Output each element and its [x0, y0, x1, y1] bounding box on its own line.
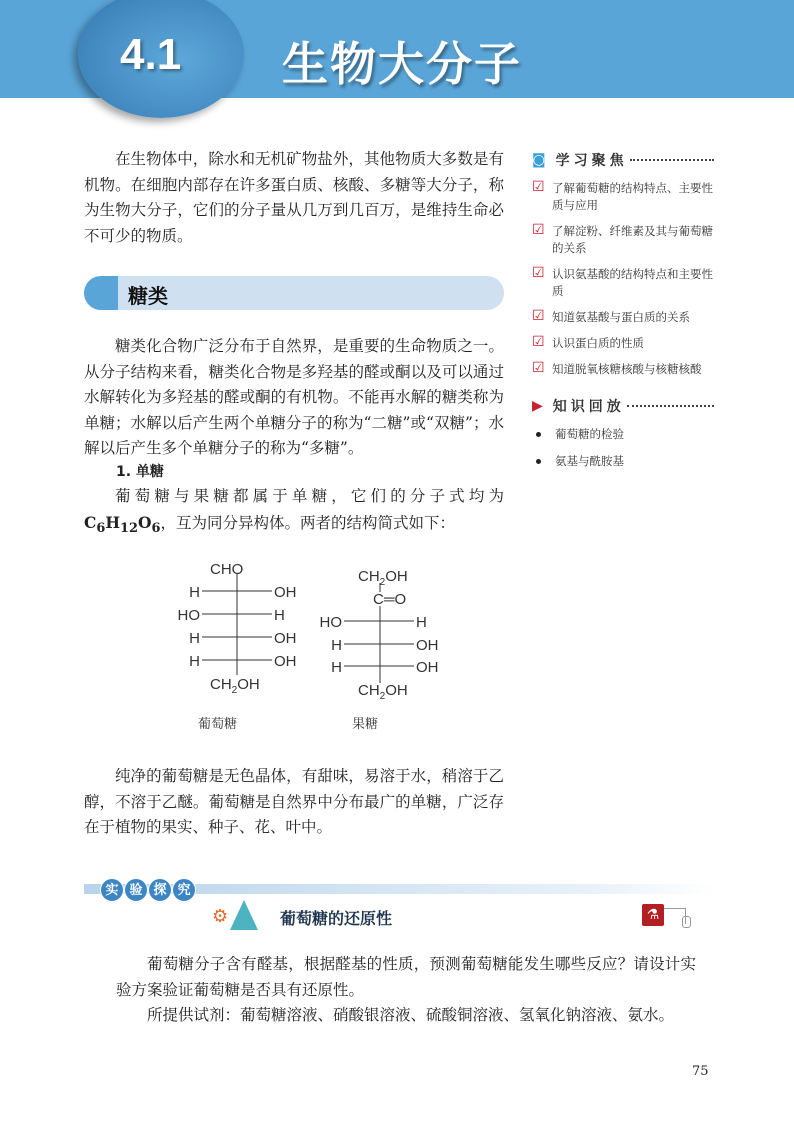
- checkbox-icon: ☑: [532, 334, 545, 350]
- bullet-icon: [536, 459, 541, 464]
- bullet-icon: [536, 432, 541, 437]
- svg-text:H: H: [416, 614, 427, 631]
- molecular-formula: $C_6H_{12}O_6$: [84, 512, 161, 536]
- checkbox-icon: ☑: [532, 179, 545, 195]
- svg-text:HO: HO: [319, 614, 342, 631]
- focus-item: ☑ 知道脱氧核糖核酸与核糖核酸: [532, 360, 702, 376]
- subsection-title: 1. 单糖: [116, 464, 164, 480]
- svg-text:HO: HO: [177, 607, 200, 624]
- svg-text:H: H: [189, 630, 200, 647]
- checkbox-icon: ☑: [532, 265, 545, 281]
- monosaccharide-paragraph: 葡萄糖与果糖都属于单糖，它们的分子式均为$C_6H_{12}O_6$，互为同分异构体。两者的结构简式如下：: [84, 487, 504, 536]
- section-title: 糖类: [128, 284, 168, 308]
- glucose-properties-paragraph: 纯净的葡萄糖是无色晶体，有甜味，易溶于水，稍溶于乙醇，不溶于乙醚。葡萄糖是自然界中分布最广的单糖，广泛存在于植物的果实、种子、花、叶中。: [84, 767, 504, 836]
- chapter-number: 4.1: [120, 30, 182, 79]
- experiment-text: 葡萄糖分子含有醛基，根据醛基的性质，预测葡萄糖能发生哪些反应？请设计实验方案验证葡萄糖是否具有还原性。: [116, 955, 696, 999]
- focus-item: ☑ 认识氨基酸的结构特点和主要性质: [532, 265, 713, 298]
- svg-text:CHO: CHO: [210, 561, 244, 578]
- svg-text:CH2OH: $CH_2OH$: [358, 682, 408, 702]
- page-number: 75: [692, 1064, 709, 1079]
- focus-item: ☑ 了解葡萄糖的结构特点、主要性质与应用: [532, 179, 713, 212]
- section-heading: [84, 276, 504, 310]
- svg-text:H: H: [189, 584, 200, 601]
- svg-text:果糖: 果糖: [352, 717, 379, 732]
- lab-flask-icon: ⚗: [642, 904, 664, 926]
- svg-text:H: H: [331, 637, 342, 654]
- focus-icon: ◙: [532, 152, 550, 168]
- structure-formulas: [160, 550, 440, 740]
- review-item: 葡萄糖的检验: [532, 426, 714, 443]
- mouse-icon: [682, 916, 691, 928]
- svg-text:CH2OH: $CH_2OH$: [210, 676, 260, 696]
- svg-text:H: H: [331, 659, 342, 676]
- experiment-title: 葡萄糖的还原性: [280, 909, 393, 928]
- review-item: 氨基与酰胺基: [532, 453, 714, 470]
- gear-icon: ⚙: [212, 906, 229, 927]
- experiment-reagents: 所提供试剂：葡萄糖溶液、硝酸银溶液、硫酸铜溶液、氢氧化钠溶液、氨水。: [147, 1006, 675, 1024]
- glucose-structure: [178, 561, 297, 732]
- svg-text:H: H: [274, 607, 285, 624]
- svg-text:OH: OH: [274, 653, 297, 670]
- chapter-title: 生物大分子: [282, 37, 522, 91]
- svg-text:OH: OH: [416, 659, 439, 676]
- svg-text:CH2OH: $CH_2OH$: [358, 568, 408, 588]
- svg-text:OH: OH: [416, 637, 439, 654]
- checkbox-icon: ☑: [532, 222, 545, 238]
- svg-text:葡萄糖: 葡萄糖: [198, 717, 238, 732]
- learning-focus-panel: ◙ 学习聚焦 ☑ 了解葡萄糖的结构特点、主要性质与应用 ☑ 了解淀粉、纤维素及其与葡萄糖的关系 ☑ 认识氨基酸的结构特点和主要性质 ☑ 知道氨基酸与蛋白质的关系 ☑ 认识蛋白质的性质 ☑ 知道脱氧核糖核酸与核糖核酸 ▶ 知识回放 葡萄糖的检验 氨基与酰胺基: [532, 152, 713, 468]
- checkbox-icon: ☑: [532, 360, 545, 376]
- experiment-box-header: 实 验 探 究 ⚙ 葡萄糖的还原性 ⚗: [84, 878, 714, 938]
- intro-paragraph: 在生物体中，除水和无机矿物盐外，其他物质大多数是有机物。在细胞内部存在许多蛋白质、核酸、多糖等大分子，称为生物大分子，它们的分子量从几万到几百万，是维持生命必不可少的物质。: [84, 150, 504, 245]
- checkbox-icon: ☑: [532, 308, 545, 324]
- svg-text:OH: OH: [274, 584, 297, 601]
- focus-item: ☑ 认识蛋白质的性质: [532, 334, 644, 350]
- svg-text:OH: OH: [274, 630, 297, 647]
- svg-text:C═O: C═O: [373, 591, 407, 608]
- svg-text:H: H: [189, 653, 200, 670]
- carbohydrate-paragraph: 糖类化合物广泛分布于自然界，是重要的生命物质之一。从分子结构来看，糖类化合物是多羟基的醛或酮以及可以通过水解转化为多羟基的醛或酮的有机物。不能再水解的糖类称为单糖；水解以后产生两个单糖分子的称为“二糖”或“双糖”；水解以后产生多个单糖分子的称为“多糖”。: [84, 337, 504, 457]
- flask-icon: [230, 900, 258, 930]
- focus-item: ☑ 知道氨基酸与蛋白质的关系: [532, 308, 690, 324]
- focus-item: ☑ 了解淀粉、纤维素及其与葡萄糖的关系: [532, 222, 713, 255]
- fructose-structure: [320, 568, 439, 732]
- triangle-icon: ▶: [532, 398, 547, 414]
